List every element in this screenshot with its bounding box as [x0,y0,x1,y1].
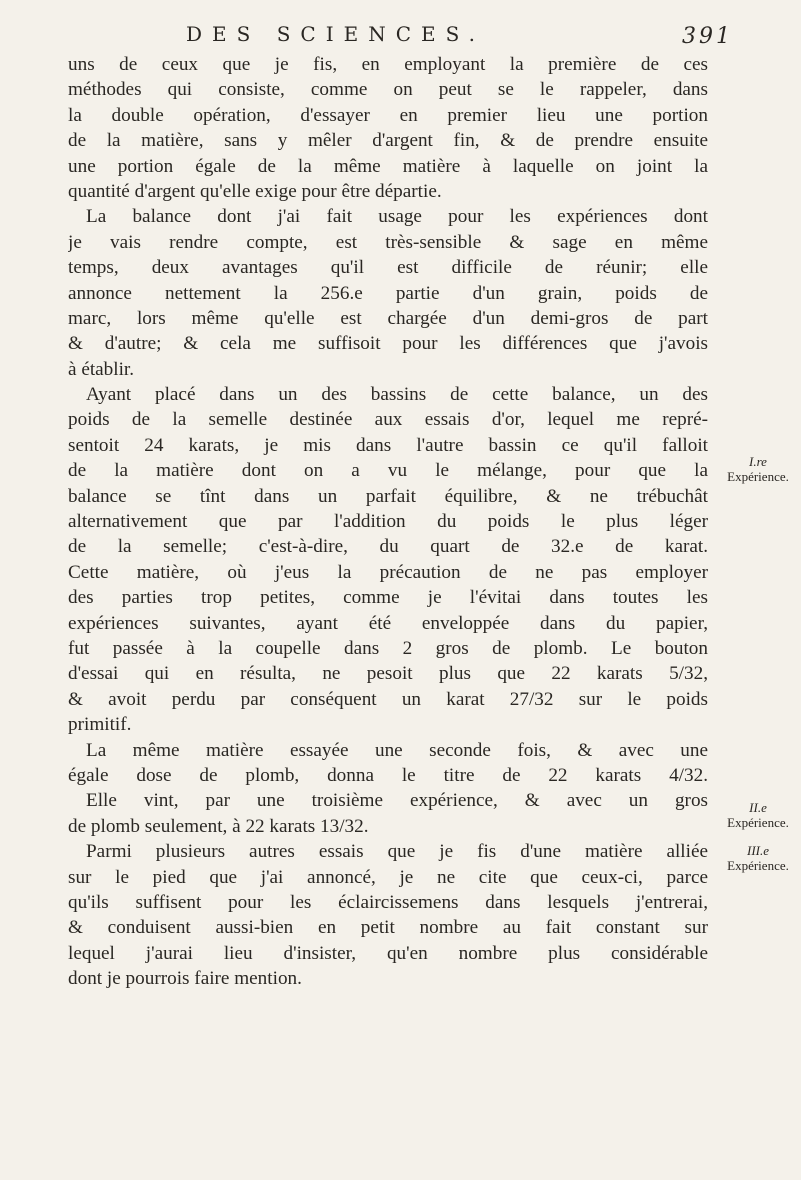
text-line: alternativement que par l'addition du poids le plus léger [68,511,708,533]
margin-note-experience-1 [718,454,798,484]
text-line: Parmi plusieurs autres essais que je fis d'une matière alliée [86,841,708,863]
text-line: de la matière dont on a vu le mélange, pour que la [68,460,708,482]
text-line: Cette matière, où j'eus la précaution de ne pas employer [68,561,708,583]
margin-note-label: Expérience. [727,469,789,484]
margin-note-experience-2 [718,800,798,830]
margin-note-label: Expérience. [727,858,789,873]
text-line: de la semelle; c'est-à-dire, du quart de 32.e de karat. [68,536,708,558]
text-line: lequel j'aurai lieu d'insister, qu'en nombre plus considérable [68,942,708,964]
body-text [68,52,708,991]
margin-note-number: III.e [746,843,769,858]
text-line: uns de ceux que je fis, en employant la première de ces [68,54,708,75]
text-line: annonce nettement la 256.e partie d'un grain, poids de [68,282,708,304]
text-line: balance se tînt dans un parfait équilibre, & ne trébuchât [68,485,708,507]
margin-note-label: Expérience. [727,815,789,830]
text-line: une portion égale de la même matière à laquelle on joint la [68,155,708,177]
text-line: je vais rendre compte, est très-sensible & sage en même [68,231,708,253]
running-header: DES SCIENCES. [186,22,485,46]
margin-note-number: I.re [749,454,767,469]
margin-note-number: II.e [749,800,767,815]
text-line: dont je pourrois faire mention. [68,968,302,990]
text-line: & d'autre; & cela me suffisoit pour les différences que j'avois [68,333,708,355]
text-line: méthodes qui consiste, comme on peut se le rappeler, dans [68,79,708,101]
text-line: & avoit perdu par conséquent un karat 27/32 sur le poids [68,688,708,710]
text-line: Elle vint, par une troisième expérience, & avec un gros [86,790,708,812]
text-line: & conduisent aussi-bien en petit nombre au fait constant sur [68,917,708,939]
text-line: de plomb seulement, à 22 karats 13/32. [68,815,369,837]
text-line: sur le pied que j'ai annoncé, je ne cite que ceux-ci, parce [68,866,708,888]
page-number: 391 [682,24,733,49]
text-line: des parties trop petites, comme je l'évitai dans toutes les [68,587,708,609]
text-line: de la matière, sans y mêler d'argent fin, & de prendre ensuite [68,130,708,152]
text-line: sentoit 24 karats, je mis dans l'autre bassin ce qu'il falloit [68,434,708,456]
text-line: Ayant placé dans un des bassins de cette balance, un des [86,384,708,406]
text-line: fut passée à la coupelle dans 2 gros de plomb. Le bouton [68,637,708,659]
text-line: quantité d'argent qu'elle exige pour être départie. [68,180,442,202]
text-line: temps, deux avantages qu'il est difficile de réunir; elle [68,257,708,279]
text-line: primitif. [68,714,132,736]
text-line: marc, lors même qu'elle est chargée d'un demi-gros de part [68,307,708,329]
text-line: égale dose de plomb, donna le titre de 22 karats 4/32. [68,764,708,786]
text-line: qu'ils suffisent pour les éclaircissemens dans lesquels j'entrerai, [68,891,708,913]
text-line: la double opération, d'essayer en premier lieu une portion [68,104,708,126]
text-line: poids de la semelle destinée aux essais d'or, lequel me repré- [68,409,708,431]
text-line: à établir. [68,358,135,380]
text-line: d'essai qui en résulta, ne pesoit plus que 22 karats 5/32, [68,663,708,685]
text-line: La balance dont j'ai fait usage pour les expériences dont [86,206,708,228]
text-line: La même matière essayée une seconde fois, & avec une [86,739,708,761]
margin-note-experience-3 [718,843,798,873]
text-line: expériences suivantes, ayant été enveloppée dans du papier, [68,612,708,634]
